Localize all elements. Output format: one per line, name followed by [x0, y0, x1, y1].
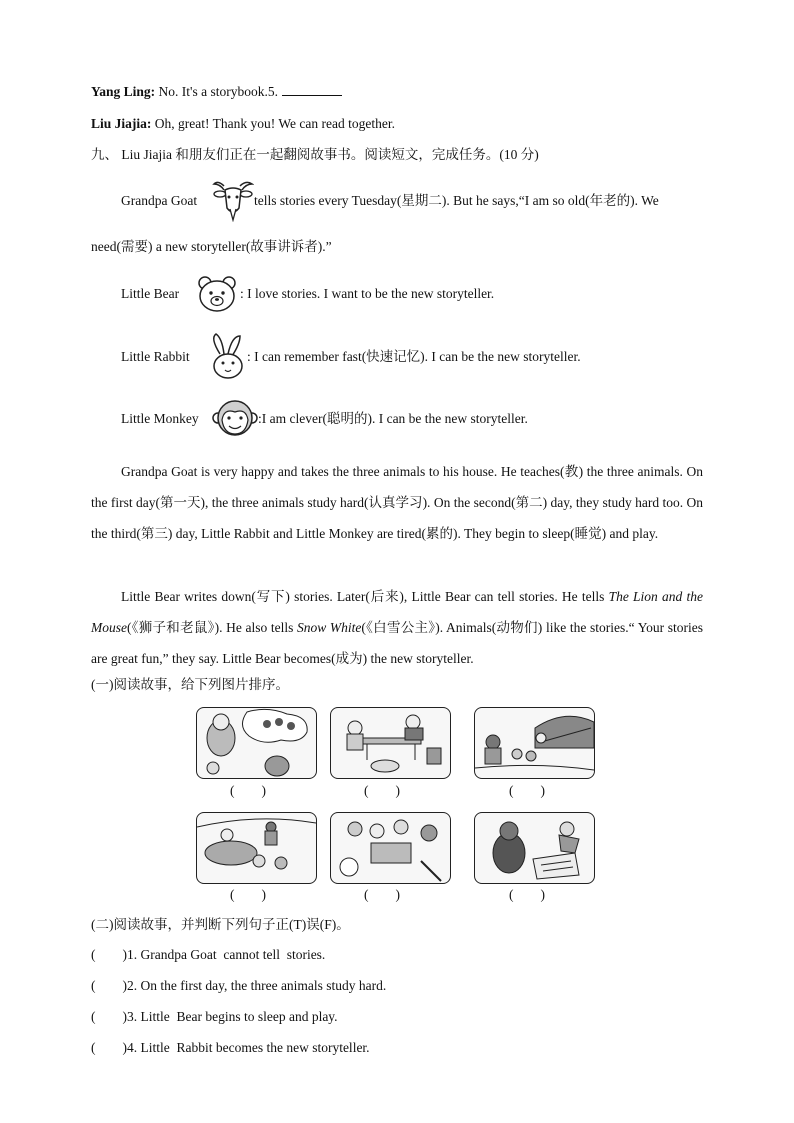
speaker-yang-ling: Yang Ling:: [91, 84, 156, 99]
story-paragraph-2: Grandpa Goat is very happy and takes the three animals to his house. He teaches(教) the three animals. On the first day(第一天), the three animals study hard(认真学习). On the second(第二) day, they study hard too. On the third(第三) day, Little Rabbit and Little Monkey are tired(累的). They begin to sleep(睡觉) and play.: [91, 464, 703, 541]
bear-text: : I love stories. I want to be the new storyteller.: [240, 286, 495, 301]
goat-text-cont: need(需要) a new storyteller(故事讲诉者).”: [91, 239, 332, 254]
rabbit-text: : I can remember fast(快速记忆). I can be the new storyteller.: [247, 349, 581, 364]
task2-title: (二)阅读故事，并判断下列句子正(T)误(F)。: [91, 917, 350, 932]
monkey-icon: [212, 398, 258, 438]
monkey-text: :I am clever(聪明的). I can be the new storyteller.: [258, 411, 528, 426]
goat-icon: [212, 178, 254, 222]
order-blank-3[interactable]: ( ): [509, 783, 545, 798]
speaker-liu-jiajia: Liu Jiajia:: [91, 116, 152, 131]
answer-blank-5[interactable]: [282, 83, 342, 96]
story-title-snow-white: Snow White: [297, 620, 362, 635]
dialogue-text: No. It's a storybook.5.: [155, 84, 278, 99]
statement-3[interactable]: ( )3. Little Bear begins to sleep and play.: [91, 1009, 338, 1024]
para3-part-c: (《白雪公主》). Animals(动物们) like the stories.“ Your stories are great fun,” they say. Little Bear becomes(成为) the new storyteller.: [91, 620, 703, 666]
order-blank-2[interactable]: ( ): [364, 783, 400, 798]
para3-part-b: (《狮子和老鼠》). He also tells: [127, 620, 298, 635]
goat-name: Grandpa Goat: [121, 193, 198, 208]
story-paragraph-3: [91, 581, 703, 674]
order-blank-5[interactable]: ( ): [364, 887, 400, 902]
monkey-name: Little Monkey: [121, 411, 199, 426]
dialogue-text: Oh, great! Thank you! We can read together.: [151, 116, 395, 131]
order-blank-1[interactable]: ( ): [230, 783, 266, 798]
statement-1[interactable]: ( )1. Grandpa Goat cannot tell stories.: [91, 947, 326, 962]
para3-part-a: Little Bear writes down(写下) stories. Later(后来), Little Bear can tell stories. He tells: [121, 589, 609, 604]
order-blank-6[interactable]: ( ): [509, 887, 545, 902]
picture-panel-4: [196, 812, 317, 884]
picture-panel-1: [196, 707, 317, 779]
section-title: 九、 Liu Jiajia 和朋友们正在一起翻阅故事书。阅读短文，完成任务。(10 分): [91, 147, 539, 162]
statement-2[interactable]: ( )2. On the first day, the three animals study hard.: [91, 978, 387, 993]
bear-name: Little Bear: [121, 286, 180, 301]
picture-panel-3: [474, 707, 595, 779]
task1-title: (一)阅读故事，给下列图片排序。: [91, 677, 289, 692]
order-blank-4[interactable]: ( ): [230, 887, 266, 902]
goat-text: tells stories every Tuesday(星期二). But he says,“I am so old(年老的). We: [254, 193, 659, 208]
picture-panel-6: [474, 812, 595, 884]
bear-icon: [196, 275, 238, 313]
rabbit-name: Little Rabbit: [121, 349, 190, 364]
picture-panel-5: [330, 812, 451, 884]
rabbit-icon: [204, 332, 246, 380]
picture-panel-2: [330, 707, 451, 779]
dialogue-line-yang-ling: [91, 82, 342, 102]
story-title-lion-mouse: The Lion and the Mouse: [91, 589, 703, 635]
statement-4[interactable]: ( )4. Little Rabbit becomes the new storyteller.: [91, 1040, 370, 1055]
dialogue-line-liu-jiajia: [91, 114, 395, 134]
